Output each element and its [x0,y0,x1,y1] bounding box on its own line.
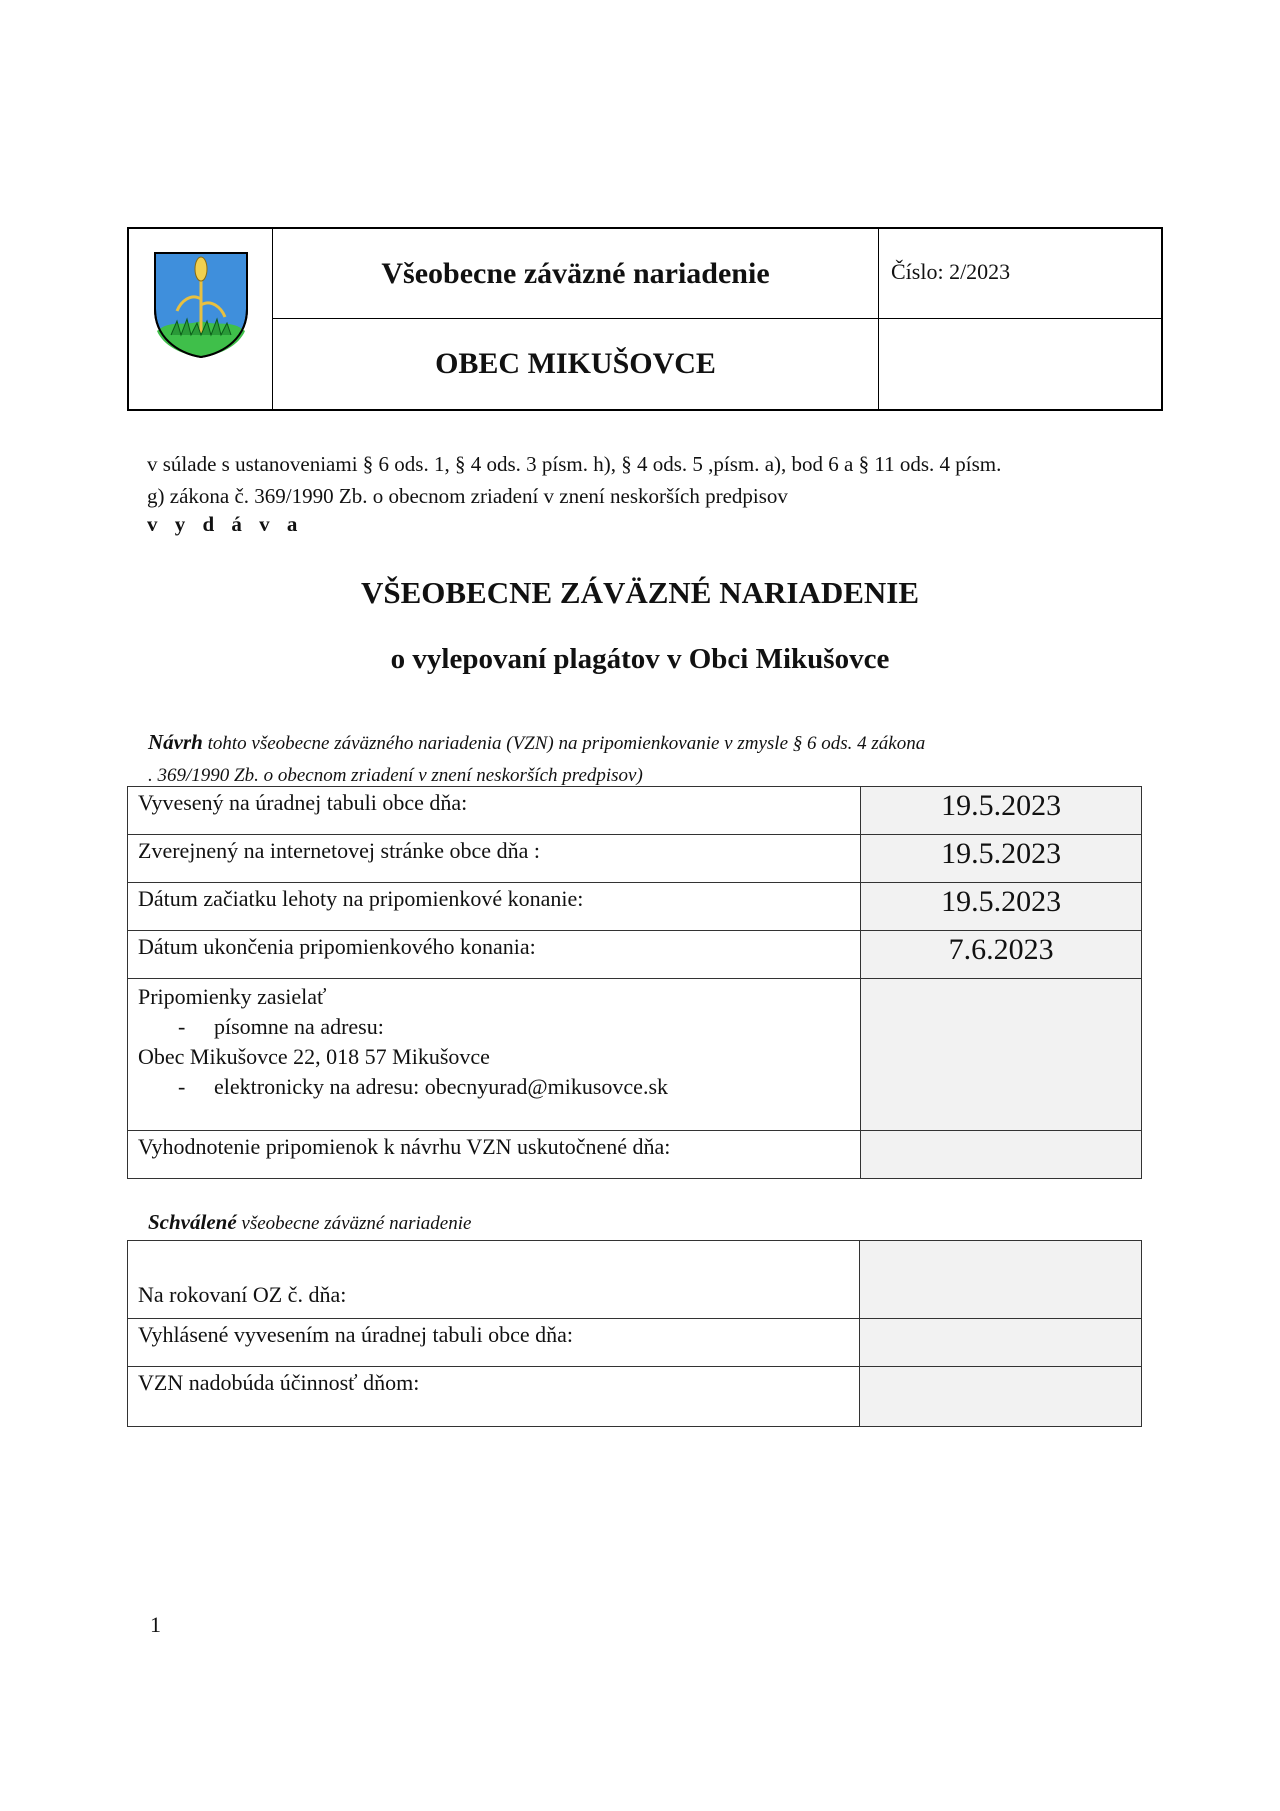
draft-note [148,726,1148,792]
row-value [860,1367,1142,1427]
row-value [861,979,1142,1131]
sub-heading: o vylepovaní plagátov v Obci Mikušovce [390,643,890,675]
row-value [861,1131,1142,1179]
draft-dates-table [127,786,1142,1179]
row-value: 19.5.2023 [861,787,1142,835]
issues-word: v y d á v a [147,512,304,536]
empty-cell [879,319,1161,409]
municipality-name: OBEC MIKUŠOVCE [273,319,879,409]
draft-note-line-1: tohto všeobecne záväzného nariadenia (VZN) na pripomienkovanie v zmysle § 6 ods. 4 zákona [202,733,926,754]
row-label: Vyhodnotenie pripomienok k návrhu VZN uskutočnené dňa: [128,1131,861,1179]
row-label: Zverejnený na internetovej stránke obce dňa : [128,835,861,883]
table-row [128,1131,1142,1179]
approved-rest: všeobecne záväzné nariadenie [236,1213,472,1234]
row-label: Vyhlásené vyvesením na úradnej tabuli obce dňa: [128,1319,860,1367]
table-row [128,1319,1142,1367]
comments-cell: Pripomienky zasielať - písomne na adresu: Obec Mikušovce 22, 018 57 Mikušovce - elektronicky na adresu: obecnyurad@mikusovce.sk [128,979,861,1131]
row-value [860,1241,1142,1319]
approved-note [148,1210,471,1235]
table-row [128,931,1142,979]
table-row [128,1367,1142,1427]
comments-label: Pripomienky zasielať [138,984,327,1009]
approval-table [127,1240,1142,1427]
row-label: Dátum začiatku lehoty na pripomienkové konanie: [128,883,861,931]
table-row [128,835,1142,883]
comments-item-2: elektronicky na adresu: obecnyurad@mikusovce.sk [214,1074,669,1099]
approved-bold: Schválené [148,1210,237,1234]
row-label: VZN nadobúda účinnosť dňom: [128,1367,860,1427]
table-row [128,1241,1142,1319]
legal-basis-line-2: g) zákona č. 369/1990 Zb. o obecnom zriadení v znení neskorších predpisov [147,484,788,508]
table-row [128,979,1142,1131]
row-label: Vyvesený na úradnej tabuli obce dňa: [128,787,861,835]
legal-basis-line-1: v súlade s ustanoveniami § 6 ods. 1, § 4 ods. 3 písm. h), § 4 ods. 5 ,písm. a), bod 6 a § 11 ods. 4 písm. [147,452,1002,476]
row-label: Na rokovaní OZ č. dňa: [128,1241,860,1319]
header-table [127,227,1163,411]
legal-basis-paragraph [147,448,1147,512]
row-value: 19.5.2023 [861,883,1142,931]
document-number: Číslo: 2/2023 [879,229,1161,319]
comments-item-1: písomne na adresu: [214,1014,384,1039]
table-row [128,787,1142,835]
document-type-title: Všeobecne záväzné nariadenie [273,229,879,319]
page-number: 1 [150,1612,161,1637]
draft-note-line-2: . 369/1990 Zb. o obecnom zriadení v znení neskorších predpisov) [148,765,643,786]
row-value: 7.6.2023 [861,931,1142,979]
row-value: 19.5.2023 [861,835,1142,883]
main-heading: VŠEOBECNE ZÁVÄZNÉ NARIADENIE [360,575,920,610]
draft-note-bold: Návrh [148,730,203,754]
row-label: Dátum ukončenia pripomienkového konania: [128,931,861,979]
table-row [128,883,1142,931]
row-value [860,1319,1142,1367]
logo-cell [129,229,273,409]
coat-of-arms-icon [151,249,251,361]
comments-address: Obec Mikušovce 22, 018 57 Mikušovce [138,1044,490,1069]
